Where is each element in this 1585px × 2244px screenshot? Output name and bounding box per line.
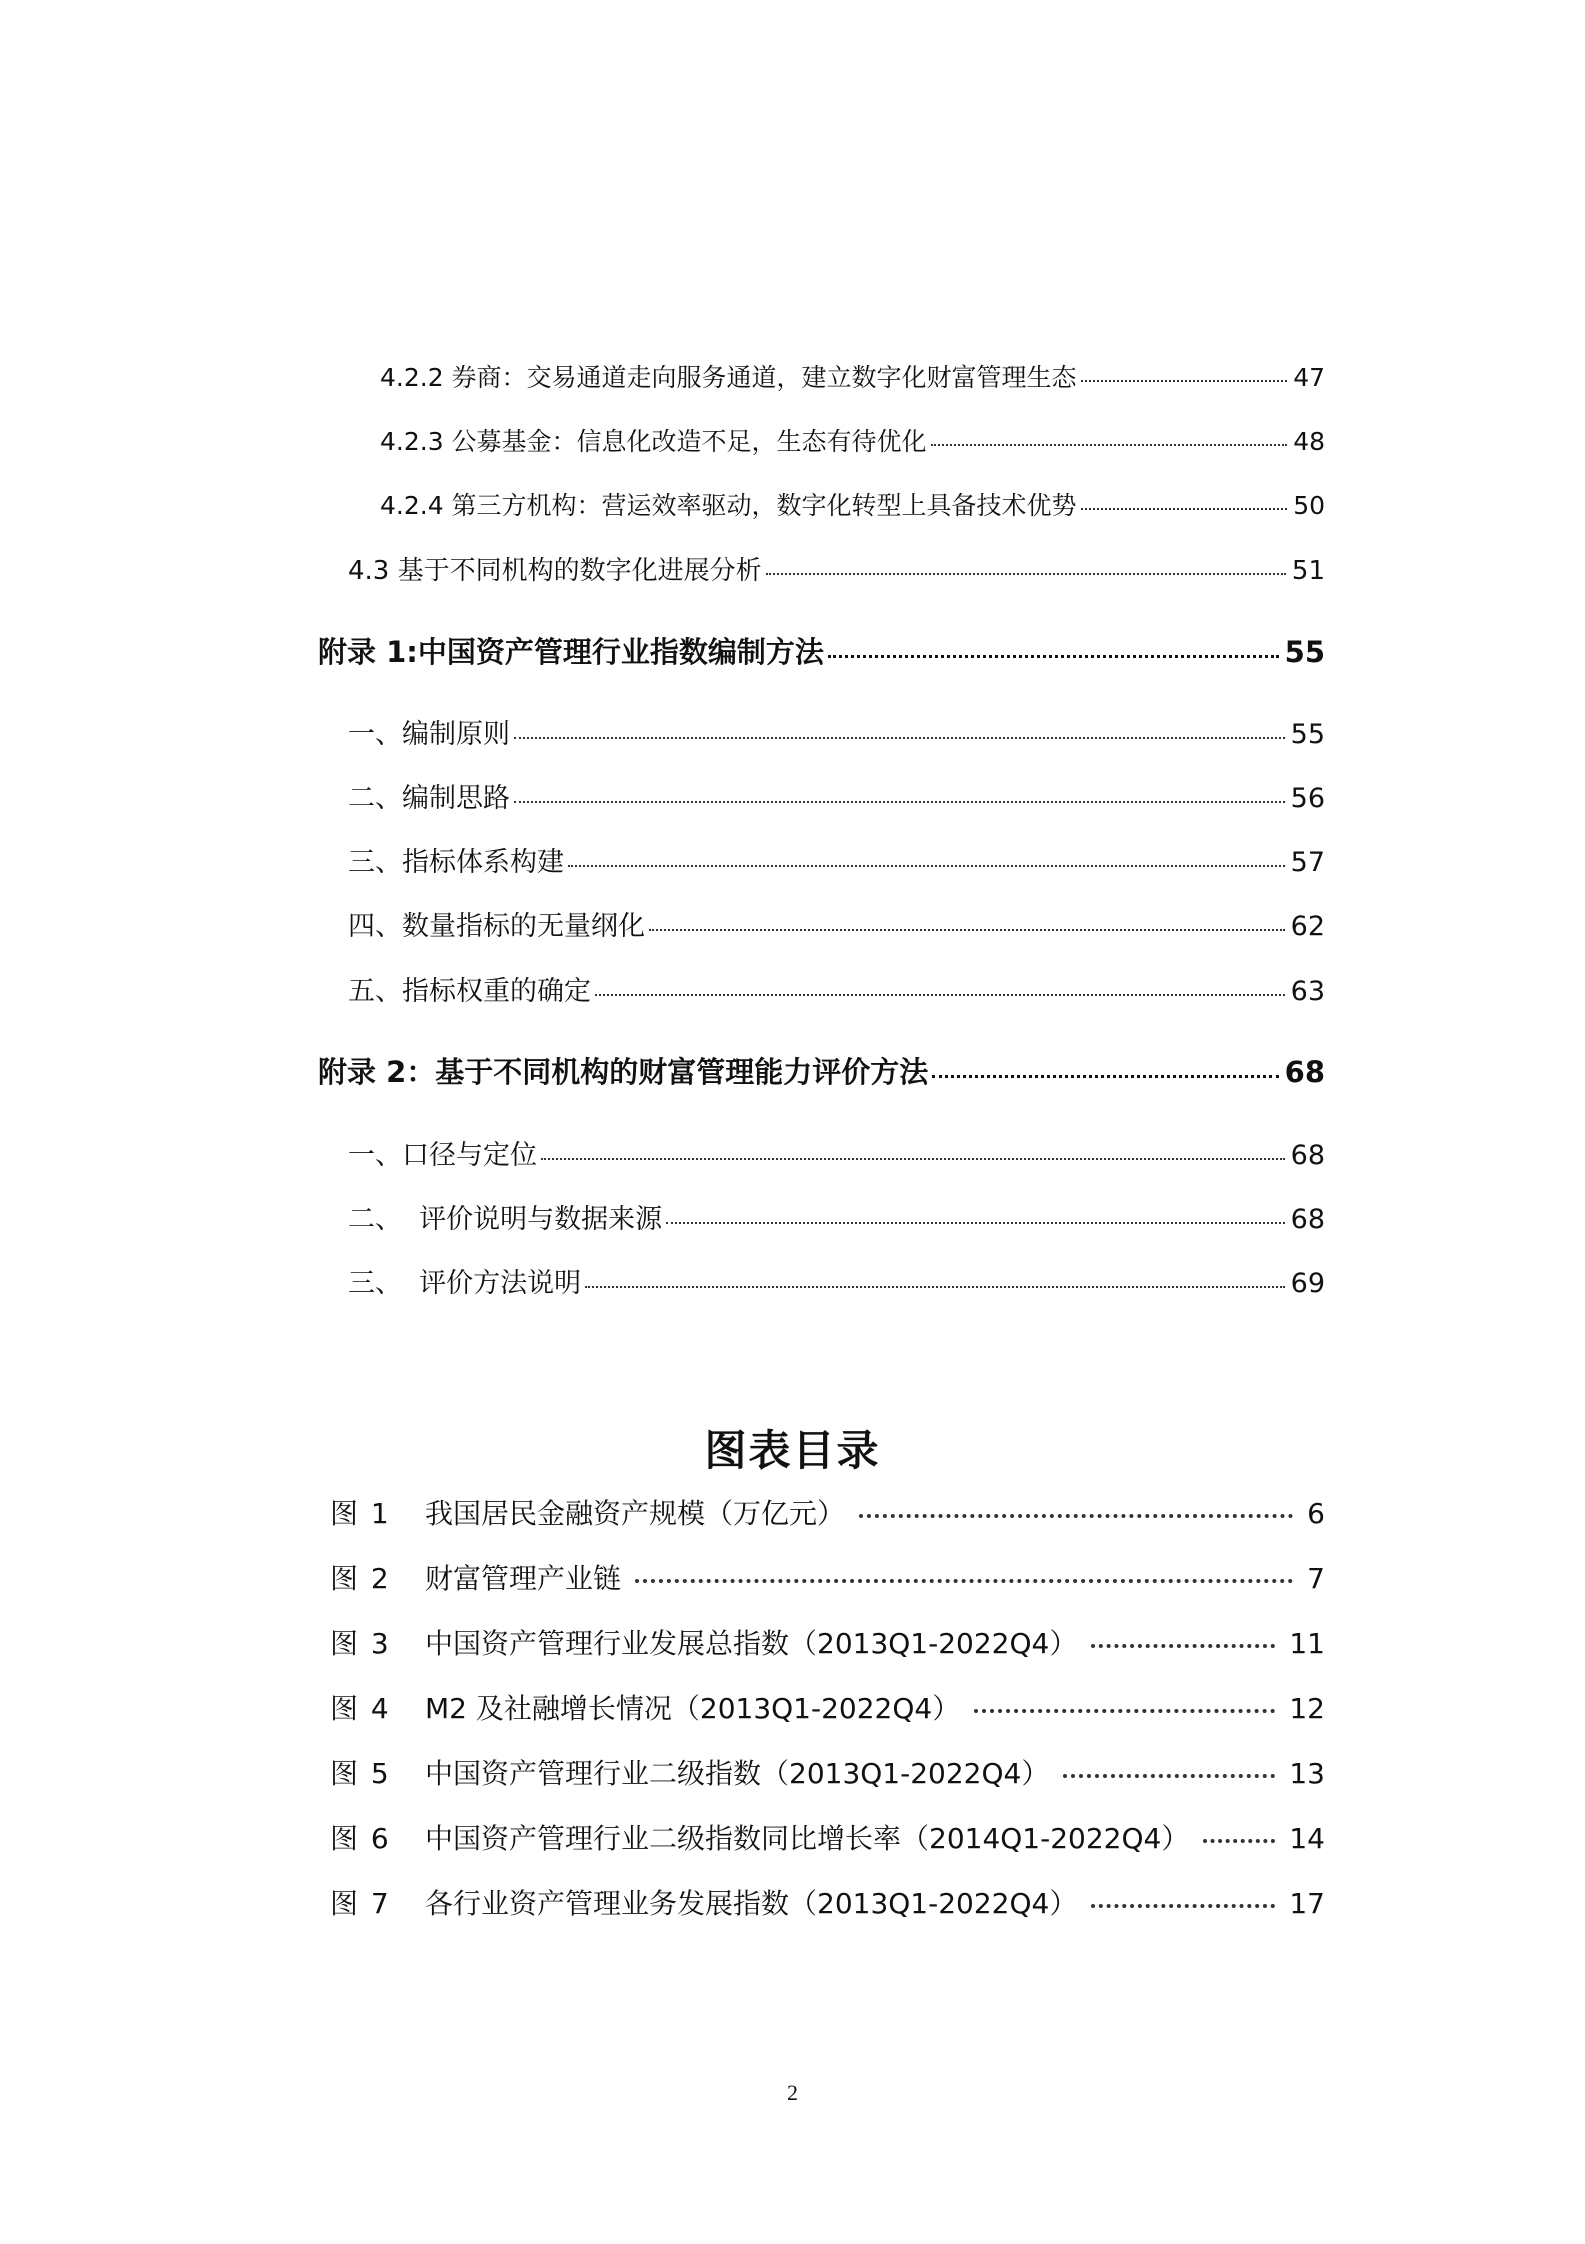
figure-leader-dots [859, 1514, 1293, 1518]
toc-entry-page: 68 [1290, 1140, 1325, 1171]
figure-leader-dots [1091, 1644, 1275, 1648]
figure-entry-5[interactable] [330, 1752, 1325, 1792]
toc-entry-4-2-4[interactable] [380, 486, 1325, 522]
figure-page: 13 [1289, 1757, 1325, 1790]
figure-page: 17 [1289, 1887, 1325, 1920]
toc-leader-dots [1081, 380, 1288, 382]
toc-leader-dots [932, 1075, 1278, 1078]
toc-entry-label: 4.3 基于不同机构的数字化进展分析 [348, 556, 762, 586]
toc-leader-dots [514, 801, 1285, 803]
toc-entry-appendix-2-2[interactable] [348, 1197, 1325, 1236]
toc-leader-dots [595, 994, 1285, 996]
toc-entry-page: 51 [1291, 556, 1325, 586]
toc-entry-page: 47 [1293, 363, 1325, 392]
toc-entry-page: 55 [1290, 719, 1325, 750]
figure-id: 图 2 [330, 1562, 391, 1595]
figure-id: 图 7 [330, 1887, 391, 1920]
toc-entry-appendix-1-5[interactable] [348, 969, 1325, 1008]
toc-entry-label: 附录 1:中国资产管理行业指数编制方法 [318, 635, 824, 669]
toc-entry-label: 4.2.4 第三方机构：营运效率驱动，数字化转型上具备技术优势 [380, 491, 1077, 520]
toc-leader-dots [585, 1286, 1284, 1288]
toc-entry-label: 五、指标权重的确定 [348, 976, 591, 1007]
toc-entry-page: 68 [1290, 1204, 1325, 1235]
figure-title: 中国资产管理行业发展总指数（2013Q1-2022Q4） [425, 1627, 1078, 1660]
toc-entry-label: 四、数量指标的无量纲化 [348, 911, 645, 942]
figure-title: M2 及社融增长情况（2013Q1-2022Q4） [425, 1692, 961, 1725]
figure-leader-dots [635, 1579, 1293, 1583]
toc-leader-dots [828, 655, 1279, 658]
figures-section-title: 图表目录 [704, 1426, 881, 1475]
figure-title: 各行业资产管理业务发展指数（2013Q1-2022Q4） [425, 1887, 1078, 1920]
toc-leader-dots [514, 737, 1285, 739]
figure-leader-dots [1203, 1839, 1275, 1843]
figure-title: 我国居民金融资产规模（万亿元） [425, 1497, 846, 1530]
toc-leader-dots [568, 865, 1285, 867]
figure-entry-2[interactable] [330, 1557, 1325, 1597]
toc-entry-label: 三、指标体系构建 [348, 847, 564, 878]
toc-entry-page: 68 [1284, 1055, 1325, 1089]
figure-id: 图 4 [330, 1692, 391, 1725]
toc-entry-appendix-1-3[interactable] [348, 840, 1325, 879]
toc-entry-page: 50 [1293, 491, 1325, 520]
figure-page: 12 [1289, 1692, 1325, 1725]
toc-entry-page: 48 [1293, 427, 1325, 456]
figure-page: 11 [1289, 1627, 1325, 1660]
page-number: 2 [787, 2080, 798, 2105]
toc-entry-appendix-1[interactable] [318, 630, 1325, 671]
toc-entry-label: 一、编制原则 [348, 719, 510, 750]
toc-leader-dots [766, 573, 1286, 575]
toc-entry-page: 63 [1290, 976, 1325, 1007]
toc-entry-appendix-2-1[interactable] [348, 1133, 1325, 1172]
figure-title: 中国资产管理行业二级指数同比增长率（2014Q1-2022Q4） [425, 1822, 1190, 1855]
toc-entry-4-2-2[interactable] [380, 358, 1325, 394]
toc-entry-page: 57 [1290, 847, 1325, 878]
toc-leader-dots [649, 929, 1285, 931]
toc-leader-dots [1081, 508, 1288, 510]
toc-entry-appendix-2[interactable] [318, 1050, 1325, 1091]
figure-id: 图 3 [330, 1627, 391, 1660]
figure-page: 7 [1307, 1562, 1325, 1595]
toc-entry-4-3[interactable] [348, 550, 1325, 587]
figure-id: 图 5 [330, 1757, 391, 1790]
toc-entry-label: 4.2.2 券商：交易通道走向服务通道，建立数字化财富管理生态 [380, 363, 1077, 392]
toc-entry-appendix-2-3[interactable] [348, 1261, 1325, 1300]
toc-entry-label: 二、编制思路 [348, 783, 510, 814]
toc-leader-dots [541, 1158, 1285, 1160]
toc-leader-dots [931, 444, 1288, 446]
toc-entry-label: 4.2.3 公募基金：信息化改造不足，生态有待优化 [380, 427, 927, 456]
toc-entry-appendix-1-1[interactable] [348, 712, 1325, 751]
figure-entry-3[interactable] [330, 1622, 1325, 1662]
figure-entry-1[interactable] [330, 1492, 1325, 1532]
figure-id: 图 1 [330, 1497, 391, 1530]
figure-title: 中国资产管理行业二级指数（2013Q1-2022Q4） [425, 1757, 1050, 1790]
toc-entry-appendix-1-2[interactable] [348, 776, 1325, 815]
figure-leader-dots [1063, 1774, 1275, 1778]
toc-entry-page: 56 [1290, 783, 1325, 814]
toc-entry-page: 62 [1290, 911, 1325, 942]
toc-leader-dots [666, 1222, 1284, 1224]
toc-entry-page: 69 [1290, 1268, 1325, 1299]
figure-entry-7[interactable] [330, 1882, 1325, 1922]
toc-entry-label: 二、 评价说明与数据来源 [348, 1204, 663, 1235]
figure-page: 6 [1307, 1497, 1325, 1530]
figure-page: 14 [1289, 1822, 1325, 1855]
toc-entry-4-2-3[interactable] [380, 422, 1325, 458]
toc-entry-label: 三、 评价方法说明 [348, 1268, 582, 1299]
toc-entry-label: 一、口径与定位 [348, 1140, 537, 1171]
toc-entry-appendix-1-4[interactable] [348, 904, 1325, 943]
figure-title: 财富管理产业链 [425, 1562, 622, 1595]
figure-entry-4[interactable] [330, 1687, 1325, 1727]
toc-entry-page: 55 [1284, 635, 1325, 669]
figure-leader-dots [974, 1709, 1275, 1713]
figure-leader-dots [1091, 1904, 1275, 1908]
toc-entry-label: 附录 2：基于不同机构的财富管理能力评价方法 [318, 1055, 929, 1089]
figure-id: 图 6 [330, 1822, 391, 1855]
figure-entry-6[interactable] [330, 1817, 1325, 1857]
